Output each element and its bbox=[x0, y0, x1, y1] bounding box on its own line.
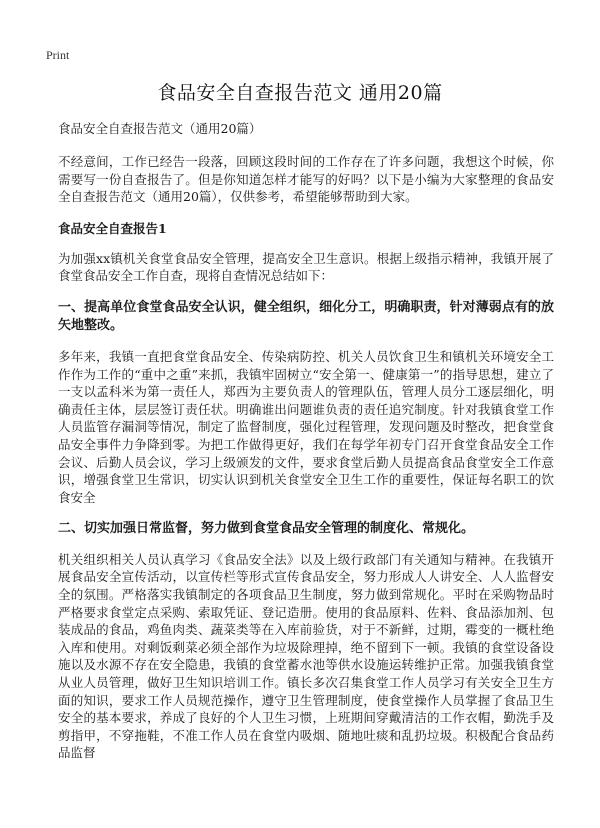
section-heading: 食品安全自查报告1 bbox=[58, 220, 167, 236]
print-label: Print bbox=[46, 48, 70, 62]
point-2-paragraph: 机关组织相关人员认真学习《食品安全法》以及上级行政部门有关通知与精神。在我镇开展食品安全宣传活动，以宣传栏等形式宣传食品安全，努力形成人人讲安全、人人监督安全的氛围。严格落实我镇制定的各项食品卫生制度，努力做到常规化。平时在采购物品时严格要求食堂定点采购、索取凭证、登记造册。使用的食品原料、佐料、食品添加剂、包装成品的食品，鸡鱼肉类、蔬菜类等在入库前验货，对于不新鲜，过期，霉变的一概杜绝入库和使用。对剩饭剩菜必须全部作为垃圾除理掉，绝不留到下一顿。我镇的食堂设备设施以及水源不存在安全隐患，我镇的食堂蓄水池等供水设施运转维护正常。加强我镇食堂从业人员管理，做好卫生知识培训工作。镇长多次召集食堂工作人员学习有关安全卫生方面的知识，要求工作人员规范操作，遵守卫生管理制度，使食堂操作人员掌握了食品卫生安全的基本要求，养成了良好的个人卫生习惯，上班期间穿戴清洁的工作衣帽，勤洗手及剪指甲，不穿拖鞋，不准工作人员在食堂内吸烟、随地吐痰和乱扔垃圾。积极配合食品药品监督 bbox=[58, 551, 554, 761]
document-subtitle: 食品安全自查报告范文（通用20篇） bbox=[58, 121, 262, 136]
section-intro-paragraph: 为加强xx镇机关食堂食品安全管理，提高安全卫生意识。根据上级指示精神，我镇开展了食堂食品安全工作自查，现将自查情况总结如下： bbox=[58, 250, 554, 284]
intro-paragraph: 不经意间，工作已经告一段落，回顾这段时间的工作存在了许多问题，我想这个时候，你需要写一份自查报告了。但是你知道怎样才能写的好吗？以下是小编为大家整理的食品安全自查报告范文（通用20篇），仅供参考，希望能够帮助到大家。 bbox=[58, 154, 554, 205]
document-title: 食品安全自查报告范文 通用20篇 bbox=[157, 82, 443, 104]
point-1-paragraph: 多年来，我镇一直把食堂食品安全、传染病防控、机关人员饮食卫生和镇机关环境安全工作作为工作的“重中之重”来抓，我镇牢固树立“安全第一、健康第一”的指导思想，建立了一支以孟科米为第一责任人，郑西为主要负责人的管理队伍，管理人员分工逐层细化，明确责任主体，层层签订责任状。明确谁出问题谁负责的责任追究制度。针对我镇食堂工作人员监管存漏洞等情况，制定了监督制度，强化过程管理，发现问题及时整改，把食堂食品安全事件力争降到零。为把工作做得更好，我们在每学年初专门召开食堂食品安全工作会议、后勤人员会议，学习上级颁发的文件，要求食堂后勤人员提高食品食堂安全工作意识，增强食堂卫生常识，切实认识到机关食堂安全卫生工作的重要性，保证每名职工的饮食安全 bbox=[58, 348, 554, 505]
document-body bbox=[58, 120, 554, 776]
point-2-heading: 二、切实加强日常监督，努力做到食堂食品安全管理的制度化、常规化。 bbox=[58, 521, 475, 537]
point-1-heading: 一、提高单位食堂食品安全认识，健全组织，细化分工，明确职责，针对薄弱点有的放矢地整改。 bbox=[58, 299, 554, 334]
